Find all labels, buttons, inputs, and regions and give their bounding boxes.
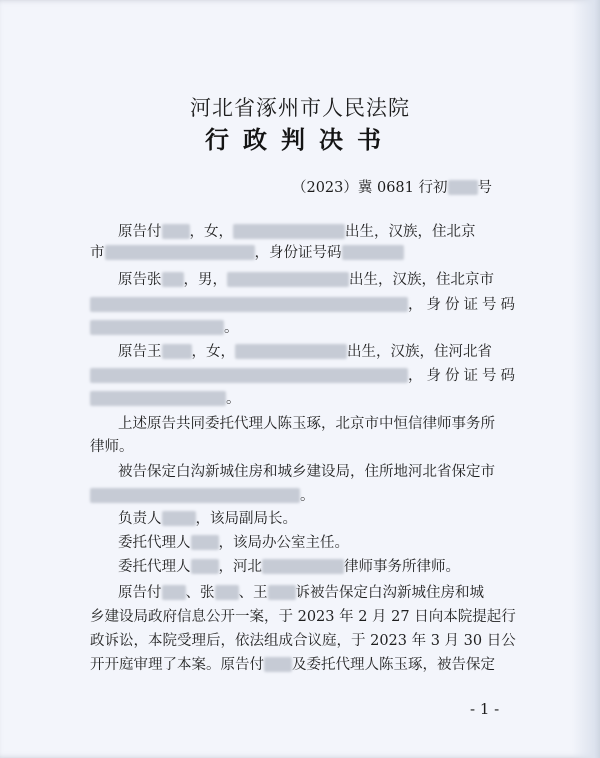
text: 。: [224, 320, 239, 336]
text: 律师。: [90, 439, 134, 455]
text: 原告张: [118, 272, 162, 288]
redaction: [90, 391, 226, 406]
page-number: - 1 -: [470, 700, 500, 718]
redaction: [162, 272, 184, 287]
plaintiff-2-line-2: [90, 293, 519, 314]
text: ，该局副局长。: [195, 511, 297, 527]
narrative-line-3: [90, 629, 516, 650]
plaintiff-1-line-2: [90, 241, 404, 262]
redaction: [105, 245, 255, 260]
text: ，河北: [218, 559, 262, 575]
text: 诉被告保定白沟新城住房和城: [295, 585, 484, 601]
plaintiff-2-line-1: [118, 268, 494, 289]
redaction: [264, 657, 292, 672]
plaintiff-2-line-3: [90, 316, 239, 337]
redaction: [191, 535, 219, 550]
redaction: [342, 245, 404, 260]
text: 市: [90, 245, 105, 261]
text: 及委托代理人陈玉琢，被告保定: [292, 657, 495, 673]
plaintiff-1-line-1: [118, 220, 476, 241]
text: 负责人: [118, 511, 162, 527]
plaintiff-3-line-1: [118, 340, 492, 361]
redaction: [90, 297, 408, 312]
text: 乡建设局政府信息公开一案，于 2023 年 2 月 27 日向本院提起行: [90, 609, 516, 625]
text: 出生，汉族，住河北省: [347, 344, 492, 360]
text: 开开庭审理了本案。原告付: [90, 657, 264, 673]
text: 、王: [238, 585, 268, 601]
text: 被告保定白沟新城住房和城乡建设局，住所地河北省保定市: [118, 464, 495, 480]
redaction: [235, 344, 347, 359]
narrative-line-2: [90, 605, 516, 626]
redaction: [191, 559, 219, 574]
redaction: [162, 511, 196, 526]
text: 。: [300, 488, 315, 504]
redaction: [227, 272, 349, 287]
text: 委托代理人: [118, 559, 191, 575]
case-number: [292, 176, 492, 197]
text: 出生，汉族，住北京市: [349, 272, 494, 288]
agent-line-1: [118, 412, 495, 433]
plaintiff-3-line-3: [90, 387, 241, 408]
text: 上述原告共同委托代理人陈玉琢，北京市中恒信律师事务所: [118, 416, 495, 432]
case-number-prefix: （2023）冀 0681 行初: [291, 180, 448, 196]
text: 原告付: [118, 585, 162, 601]
text: 原告王: [118, 344, 162, 360]
text: ，身份证号码: [254, 245, 342, 261]
court-name: 河北省涿州市人民法院: [190, 96, 410, 120]
narrative-line-4: [90, 653, 495, 674]
case-number-suffix: 号: [477, 180, 492, 196]
redaction: [215, 585, 239, 600]
redaction: [162, 224, 190, 239]
redaction: [162, 585, 186, 600]
text: ，女，: [189, 224, 233, 240]
redaction: [448, 180, 478, 195]
text: ，身份证号码: [408, 368, 519, 384]
redaction: [262, 559, 344, 574]
defendant-line-1: [118, 460, 495, 481]
text: ，身份证号码: [408, 297, 519, 313]
text: ，女，: [191, 344, 235, 360]
text: ，男，: [183, 272, 227, 288]
plaintiff-3-line-2: [90, 364, 519, 385]
text: 原告付: [118, 224, 162, 240]
text: 出生，汉族，住北京: [345, 224, 476, 240]
redaction: [268, 585, 296, 600]
redaction: [90, 488, 300, 503]
redaction: [233, 224, 345, 239]
defendant-agent-1: [118, 531, 349, 552]
redaction: [90, 320, 224, 335]
text: ，该局办公室主任。: [218, 535, 349, 551]
redaction: [162, 344, 192, 359]
redaction: [90, 368, 408, 383]
text: 、张: [185, 585, 215, 601]
narrative-line-1: [118, 581, 484, 602]
text: 律师事务所律师。: [344, 559, 460, 575]
defendant-line-2: [90, 484, 315, 505]
responsible-person: [118, 507, 297, 528]
text: 政诉讼，本院受理后，依法组成合议庭，于 2023 年 3 月 30 日公: [90, 633, 516, 649]
text: 。: [226, 391, 241, 407]
defendant-agent-2: [118, 555, 460, 576]
document-type-title: 行政判决书: [205, 125, 395, 154]
agent-line-2: [90, 435, 134, 456]
text: 委托代理人: [118, 535, 191, 551]
